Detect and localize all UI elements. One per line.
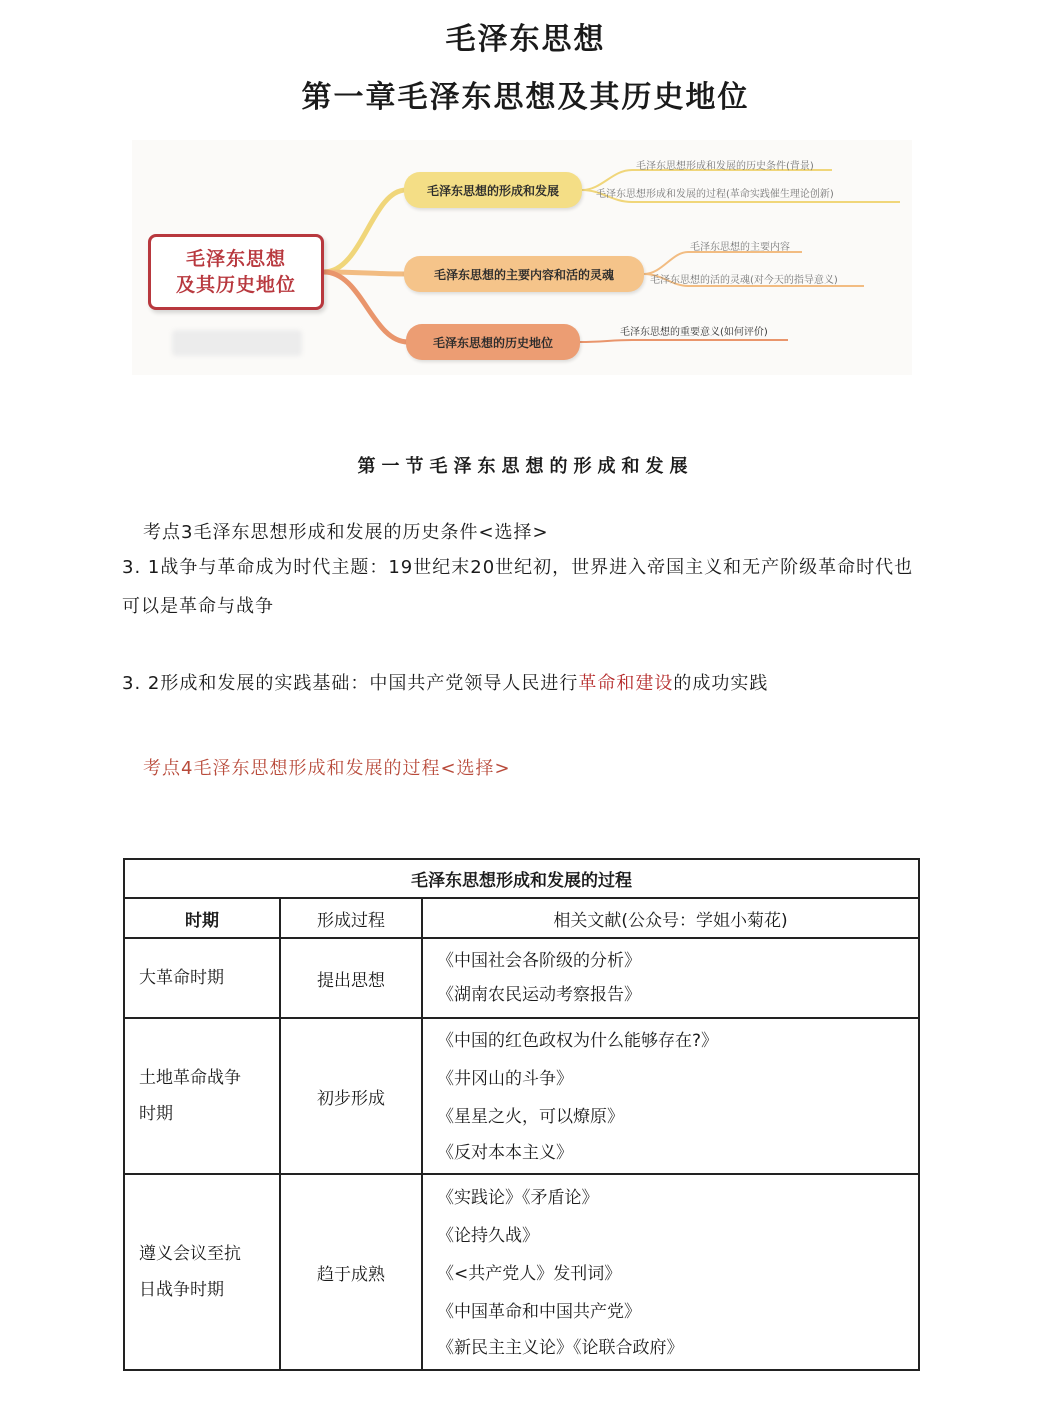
mind-map-node-status: 毛泽东思想的历史地位 <box>406 324 580 360</box>
process-cell: 提出思想 <box>280 938 422 1018</box>
document-item: 《中国革命和中国共产党》 <box>437 1302 641 1322</box>
process-cell: 趋于成熟 <box>280 1174 422 1370</box>
document-item: 《实践论》《矛盾论》 <box>437 1188 599 1208</box>
mind-map-root-line1: 毛泽东思想 <box>185 248 286 270</box>
paragraph-3-2-text-end: 的成功实践 <box>673 673 769 694</box>
paragraph-3-2-text: 3. 2形成和发展的实践基础：中国共产党领导人民进行 <box>122 673 579 694</box>
table-header-period: 时期 <box>124 898 280 938</box>
chapter-title: 第一章毛泽东思想及其历史地位 <box>301 80 750 115</box>
period-cell <box>124 1174 280 1370</box>
page-title: 毛泽东思想 <box>445 22 606 57</box>
table-row <box>124 938 919 1018</box>
period-label-line2: 时期 <box>139 1104 173 1124</box>
documents-cell <box>422 1018 919 1174</box>
period-label: 大革命时期 <box>139 968 224 988</box>
mind-map-leaf: 毛泽东思想的活的灵魂(对今天的指导意义) <box>650 275 838 286</box>
documents-cell <box>422 1174 919 1370</box>
key-point-3: 考点3毛泽东思想形成和发展的历史条件<选择> <box>143 522 549 543</box>
document-item: 《湖南农民运动考察报告》 <box>437 985 641 1005</box>
document-item: 《井冈山的斗争》 <box>437 1069 573 1089</box>
documents-cell <box>422 938 919 1018</box>
mind-map-leaf: 毛泽东思想的主要内容 <box>690 242 790 253</box>
mind-map <box>132 140 912 375</box>
period-label: 土地革命战争 <box>139 1068 241 1088</box>
document-item: 《中国的红色政权为什么能够存在?》 <box>437 1031 719 1051</box>
mind-map-leaf: 毛泽东思想形成和发展的历史条件(背景) <box>636 161 814 172</box>
mind-map-root-line2: 及其历史地位 <box>175 274 296 296</box>
mind-map-leaf: 毛泽东思想形成和发展的过程(革命实践催生理论创新) <box>596 189 834 200</box>
document-item: 《论持久战》 <box>437 1226 539 1246</box>
document-item: 《新民主主义论》《论联合政府》 <box>437 1338 684 1358</box>
document-item: 《中国社会各阶级的分析》 <box>437 951 641 971</box>
mind-map-root <box>148 234 324 310</box>
process-cell: 初步形成 <box>280 1018 422 1174</box>
table-row <box>124 1018 919 1174</box>
table-header-process: 形成过程 <box>280 898 422 938</box>
document-item: 《星星之火，可以燎原》 <box>437 1107 624 1127</box>
formation-process-table <box>123 858 920 1371</box>
period-label-line2: 日战争时期 <box>139 1280 224 1300</box>
paragraph-3-1: 3. 1战争与革命成为时代主题：19世纪末20世纪初，世界进入帝国主义和无产阶级革命时代也可以是革命与战争 <box>122 557 914 617</box>
document-item: 《<共产党人》发刊词》 <box>437 1264 622 1284</box>
document-item: 《反对本本主义》 <box>437 1143 573 1163</box>
mind-map-leaf: 毛泽东思想的重要意义(如何评价) <box>620 327 768 338</box>
section-title: 第一节毛泽东思想的形成和发展 <box>357 456 694 477</box>
period-label: 遵义会议至抗 <box>139 1244 241 1264</box>
paragraph-3-2 <box>122 664 932 703</box>
table-row <box>124 1174 919 1370</box>
highlight-text: 革命和建设 <box>578 673 674 694</box>
key-point-4: 考点4毛泽东思想形成和发展的过程<选择> <box>143 758 511 779</box>
mind-map-node-content: 毛泽东思想的主要内容和活的灵魂 <box>404 256 644 292</box>
table-header-documents: 相关文献(公众号：学姐小菊花) <box>422 898 919 938</box>
blurred-watermark <box>172 330 302 356</box>
period-cell <box>124 1018 280 1174</box>
mind-map-node-formation: 毛泽东思想的形成和发展 <box>404 172 582 208</box>
table-caption: 毛泽东思想形成和发展的过程 <box>124 859 919 898</box>
period-cell <box>124 938 280 1018</box>
